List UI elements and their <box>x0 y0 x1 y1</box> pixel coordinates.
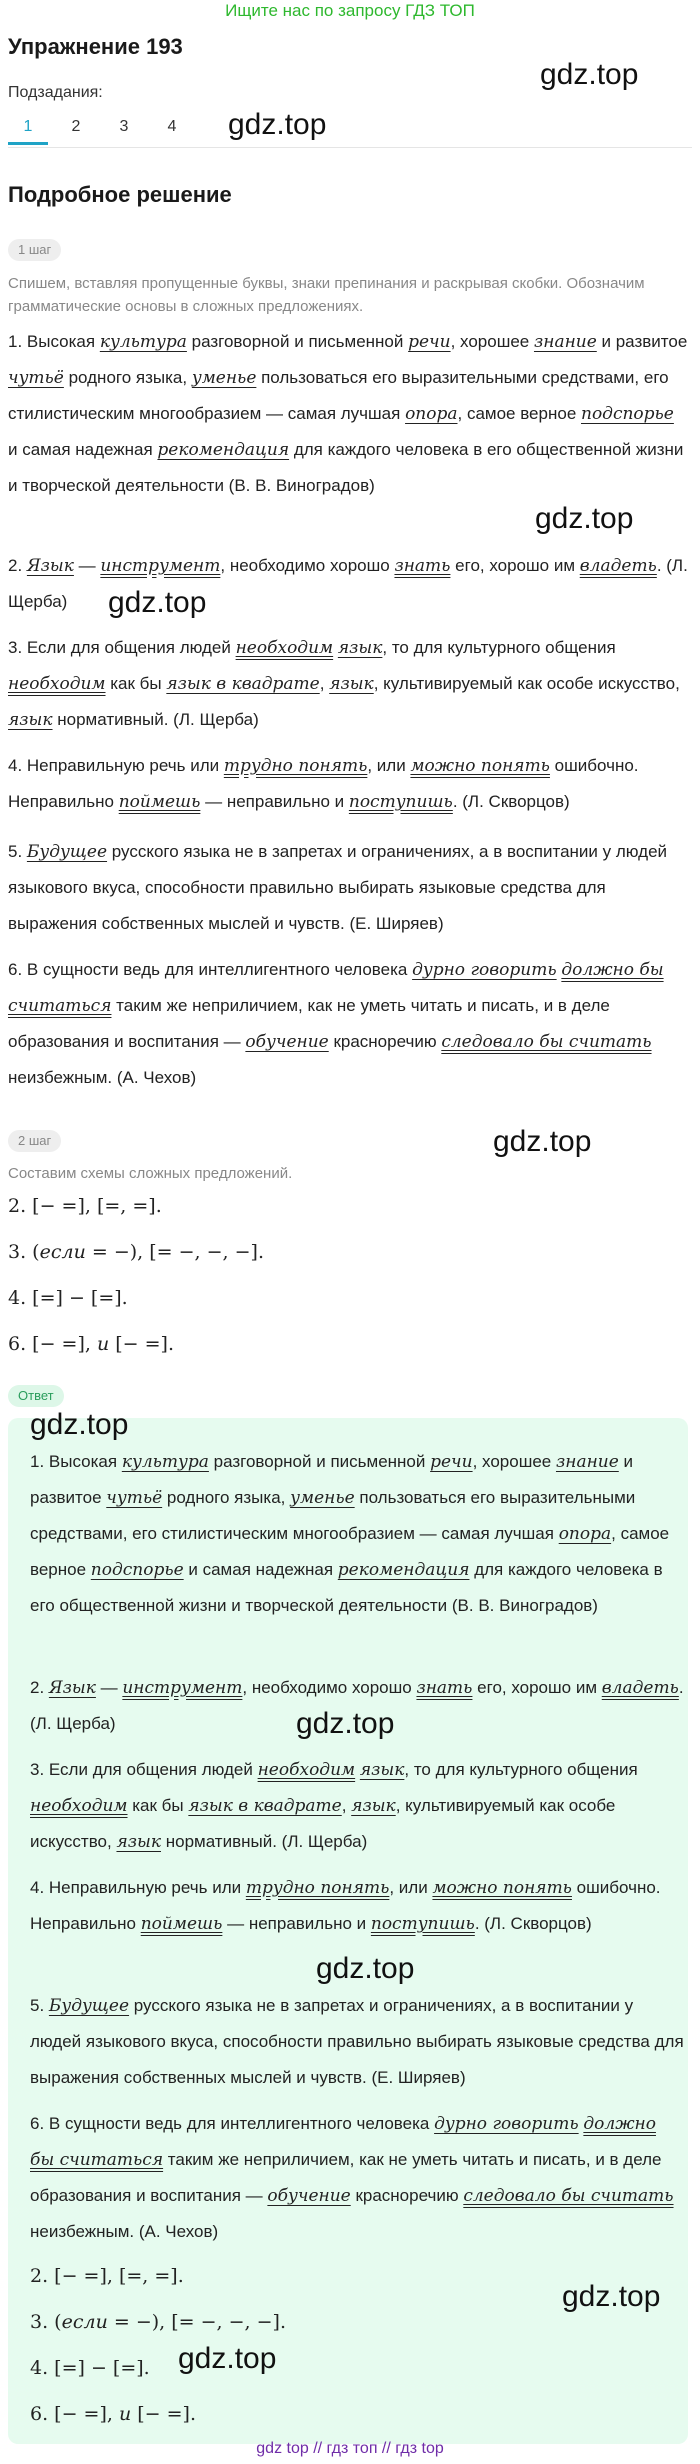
watermark: gdz.top <box>493 1125 592 1158</box>
footer-watermark: gdz top // гдз топ // гдз top <box>256 2440 444 2457</box>
schema-2: 2. [− =], [=, =]. <box>8 1195 162 1217</box>
step-badge: 2 шаг <box>8 1130 61 1152</box>
sentence-4: 4. Неправильную речь или трудно понять, или можно понять ошибочно. Неправильно поймешь — неправильно и поступишь. (Л. Скворцов) <box>8 756 639 812</box>
subtask-tabs <box>8 113 692 148</box>
answer-schema-6: 6. [− =], и [− =]. <box>30 2403 196 2425</box>
answer-schema-4: 4. [=] − [=]. <box>30 2357 150 2379</box>
schema-6: 6. [− =], и [− =]. <box>8 1333 174 1355</box>
watermark: gdz.top <box>535 502 634 535</box>
step-intro: Составим схемы сложных предложений. <box>8 1165 293 1182</box>
page-title: Упражнение 193 <box>8 34 183 59</box>
sentence-2: 2. Язык — инструмент, необходимо хорошо знать его, хорошо им владеть. (Л. Щерба) <box>8 556 688 611</box>
subtasks-label: Подзадания: <box>8 84 103 101</box>
section-title: Подробное решение <box>8 182 232 207</box>
answer-schema-2: 2. [− =], [=, =]. <box>30 2265 184 2287</box>
watermark: gdz.top <box>178 2342 277 2375</box>
tab-2[interactable]: 2 <box>71 118 81 135</box>
schema-4: 4. [=] − [=]. <box>8 1287 128 1309</box>
step-badge: 1 шаг <box>8 239 61 261</box>
watermark: gdz.top <box>30 1408 129 1441</box>
answer-schema-3: 3. (если = −), [= −, −, −]. <box>30 2311 286 2333</box>
answer-sentence-4: 4. Неправильную речь или трудно понять, или можно понять ошибочно. Неправильно поймешь — неправильно и поступишь. (Л. Скворцов) <box>30 1878 661 1934</box>
answer-sentence-3: 3. Если для общения людей необходим язык, то для культурного общения необходим как бы язык в квадрате, язык, культивируемый как особе искусство, язык нормативный. (Л. Щерба) <box>30 1760 638 1852</box>
step-intro: Спишем, вставляя пропущенные буквы, знаки препинания и раскрывая скобки. Обозначим грамматические основы в сложных предложениях. <box>8 275 645 315</box>
tab-3[interactable]: 3 <box>119 118 129 135</box>
answer-sentence-1: 1. Высокая культура разговорной и письменной речи, хорошее знание и развитое чутьё родного языка, уменье пользоваться его выразительными средствами, его стилистическим многообразием — самая лучшая опора, самое верное подспорье и самая надежная рекомендация для каждого человека в его общественной жизни и творческой деятельности (В. В. Виноградов) <box>30 1452 670 1615</box>
watermark: gdz.top <box>316 1952 415 1985</box>
sentence-6: 6. В сущности ведь для интеллигентного человека дурно говорить должно бы считаться таким же неприличием, как не уметь читать и писать, и в деле образования и воспитания — обучение красноречию следовало бы считать неизбежным. (А. Чехов) <box>8 960 664 1087</box>
answer-sentence-2: 2. Язык — инструмент, необходимо хорошо знать его, хорошо им владеть. (Л. Щерба) <box>30 1678 684 1733</box>
tab-4[interactable]: 4 <box>167 118 177 135</box>
answer-badge: Ответ <box>8 1385 64 1407</box>
sentence-1: 1. Высокая культура разговорной и письменной речи, хорошее знание и развитое чутьё родного языка, уменье пользоваться его выразительными средствами, его стилистическим многообразием — самая лучшая опора, самое верное подспорье и самая надежная рекомендация для каждого человека в его общественной жизни и творческой деятельности (В. В. Виноградов) <box>8 332 688 495</box>
answer-sentence-6: 6. В сущности ведь для интеллигентного человека дурно говорить должно бы считаться таким же неприличием, как не уметь читать и писать, и в деле образования и воспитания — обучение красноречию следовало бы считать неизбежным. (А. Чехов) <box>30 2114 674 2241</box>
tab-1[interactable]: 1 <box>8 113 48 145</box>
watermark: gdz.top <box>108 586 207 619</box>
sentence-3: 3. Если для общения людей необходим язык, то для культурного общения необходим как бы язык в квадрате, язык, культивируемый как особе искусство, язык нормативный. (Л. Щерба) <box>8 638 680 730</box>
watermark: gdz.top <box>228 108 327 141</box>
schema-3: 3. (если = −), [= −, −, −]. <box>8 1241 264 1263</box>
watermark: gdz.top <box>562 2280 661 2313</box>
watermark: gdz.top <box>540 58 639 91</box>
answer-sentence-5: 5. Будущее русского языка не в запретах и ограничениях, а в воспитании у людей языкового вкуса, способности правильно выбирать языковые средства для выражения собственных мыслей и чувств. (Е. Ширяев) <box>30 1996 684 2087</box>
watermark: gdz.top <box>296 1707 395 1740</box>
sentence-5: 5. Будущее русского языка не в запретах и ограничениях, а в воспитании у людей языкового вкуса, способности правильно выбирать языковые средства для выражения собственных мыслей и чувств. (Е. Ширяев) <box>8 842 668 933</box>
search-banner: Ищите нас по запросу ГДЗ ТОП <box>225 1 475 20</box>
